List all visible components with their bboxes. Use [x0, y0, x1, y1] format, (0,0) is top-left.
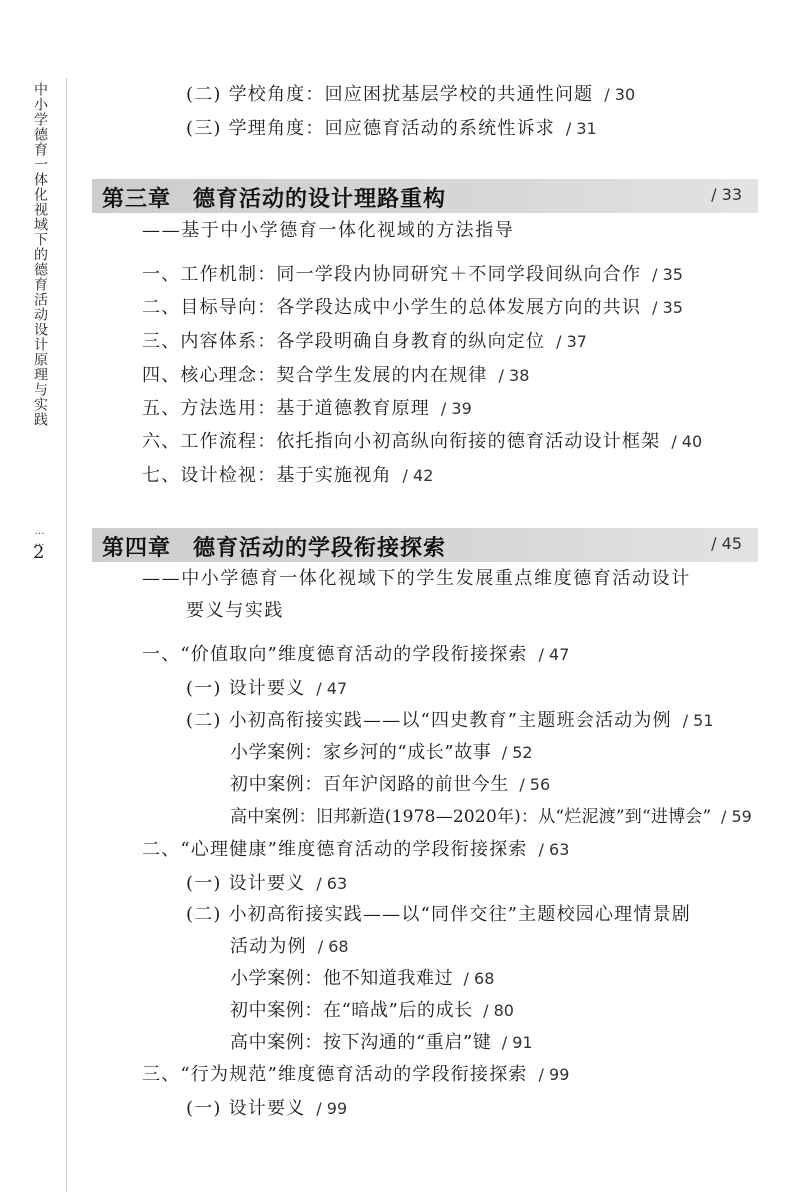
toc-entry: [142, 463, 433, 489]
toc-entry: [186, 1096, 347, 1122]
toc-page-ref: / 40: [671, 432, 703, 451]
toc-entry: [142, 837, 569, 863]
toc-entry: [230, 772, 550, 798]
toc-page-ref: / 37: [556, 332, 587, 351]
toc-entry: [186, 708, 714, 734]
chapter-subtitle: ——基于中小学德育一体化视域的方法指导: [142, 220, 515, 241]
page-number-dots: ……: [34, 526, 45, 548]
toc-entry-text: 七、设计检视：基于实施视角: [142, 465, 392, 486]
toc-entry: [142, 1062, 569, 1088]
page-number: 2: [33, 542, 45, 563]
toc-entry: [186, 676, 347, 702]
toc-entry-text: (二) 学校角度：回应困扰基层学校的共通性问题: [186, 84, 594, 105]
chapter-page-ref: / 33: [711, 185, 742, 204]
toc-entry-text: 四、核心理念：契合学生发展的内在规律: [142, 365, 488, 386]
toc-entry-text: 五、方法选用：基于道德教育原理: [142, 398, 430, 419]
toc-entry: [142, 262, 683, 288]
toc-page-ref: / 63: [538, 840, 570, 859]
chapter-3-heading: [92, 179, 758, 213]
toc-page-ref: / 38: [498, 366, 530, 385]
toc-page-ref: / 68: [463, 969, 495, 988]
toc-entry-text: 三、内容体系：各学段明确自身教育的纵向定位: [142, 331, 546, 352]
toc-entry: [142, 295, 683, 321]
toc-page-ref: / 35: [652, 265, 683, 284]
toc-page-ref: / 80: [483, 1001, 514, 1020]
toc-entry-text: 高中案例：旧邦新造(1978—2020年)：从“烂泥渡”到“进博会”: [230, 807, 712, 827]
toc-page-ref: / 42: [402, 466, 434, 485]
toc-entry-text: 初中案例：百年沪闵路的前世今生: [230, 774, 509, 795]
toc-page-ref: / 39: [440, 399, 472, 418]
chapter-page-ref: / 45: [711, 534, 742, 553]
toc-page-ref: / 99: [538, 1065, 570, 1084]
toc-entry-text: (一) 设计要义: [186, 1098, 306, 1119]
toc-page-ref: / 56: [519, 775, 551, 794]
toc-page-ref: / 68: [317, 937, 349, 956]
toc-entry: [230, 998, 514, 1024]
chapter-subtitle-continued: 要义与实践: [186, 600, 284, 621]
chapter-number: 第四章: [102, 535, 172, 561]
toc-page-ref: / 63: [316, 874, 348, 893]
toc-entry: [142, 363, 529, 389]
toc-entry-text: 二、“心理健康”维度德育活动的学段衔接探索: [142, 839, 528, 860]
toc-entry: [142, 329, 587, 355]
toc-entry-text: 二、目标导向：各学段达成中小学生的总体发展方向的共识: [142, 297, 642, 318]
toc-entry-text: 一、工作机制：同一学段内协同研究＋不同学段间纵向合作: [142, 264, 642, 285]
chapter-4-heading: [92, 528, 758, 562]
toc-page-ref: / 99: [316, 1099, 348, 1118]
toc-entry-text: (二) 小初高衔接实践——以“四史教育”主题班会活动为例: [186, 710, 672, 731]
toc-page-ref: / 35: [652, 298, 683, 317]
toc-entry-text: (一) 设计要义: [186, 873, 306, 894]
toc-entry: [230, 740, 533, 766]
toc-page-ref: / 52: [501, 743, 533, 762]
chapter-title: 德育活动的设计理路重构: [193, 186, 447, 212]
toc-entry: [230, 804, 752, 830]
toc-entry-text: 小学案例：家乡河的“成长”故事: [230, 742, 492, 763]
toc-entry: [142, 642, 569, 668]
chapter-subtitle: ——中小学德育一体化视域下的学生发展重点维度德育活动设计: [142, 568, 691, 589]
toc-entry-text: 一、“价值取向”维度德育活动的学段衔接探索: [142, 644, 528, 665]
toc-entry-continued: [230, 934, 349, 960]
toc-entry: [186, 116, 597, 142]
toc-entry: [230, 1030, 533, 1056]
toc-page-ref: / 47: [538, 645, 570, 664]
toc-page-ref: / 31: [565, 119, 597, 138]
toc-entry-text: 活动为例: [230, 936, 307, 957]
toc-page-ref: / 91: [501, 1033, 533, 1052]
toc-entry: [230, 966, 494, 992]
toc-entry: [186, 871, 347, 897]
toc-entry-text: 三、“行为规范”维度德育活动的学段衔接探索: [142, 1064, 528, 1085]
toc-page-ref: / 51: [682, 711, 714, 730]
toc-page-ref: / 47: [316, 679, 348, 698]
toc-entry: [186, 82, 635, 108]
toc-entry-text: (一) 设计要义: [186, 678, 306, 699]
toc-entry-text: 小学案例：他不知道我难过: [230, 968, 454, 989]
chapter-title: 德育活动的学段衔接探索: [193, 535, 447, 561]
toc-entry: [142, 396, 472, 422]
toc-entry-text: (三) 学理角度：回应德育活动的系统性诉求: [186, 118, 555, 139]
toc-entry-text: 高中案例：按下沟通的“重启”键: [230, 1032, 492, 1053]
chapter-number: 第三章: [102, 186, 172, 212]
toc-page-ref: / 30: [604, 85, 636, 104]
toc-entry: [186, 902, 691, 928]
toc-entry-text: 初中案例：在“暗战”后的成长: [230, 1000, 473, 1021]
toc-entry-text: (二) 小初高衔接实践——以“同伴交往”主题校园心理情景剧: [186, 904, 691, 925]
running-header-book-title: 中小学德育一体化视域下的德育活动设计原理与实践: [32, 82, 48, 427]
toc-page-ref: / 59: [720, 807, 752, 826]
toc-entry: [142, 429, 702, 455]
margin-divider: [66, 78, 67, 1192]
toc-entry-text: 六、工作流程：依托指向小初高纵向衔接的德育活动设计框架: [142, 431, 661, 452]
